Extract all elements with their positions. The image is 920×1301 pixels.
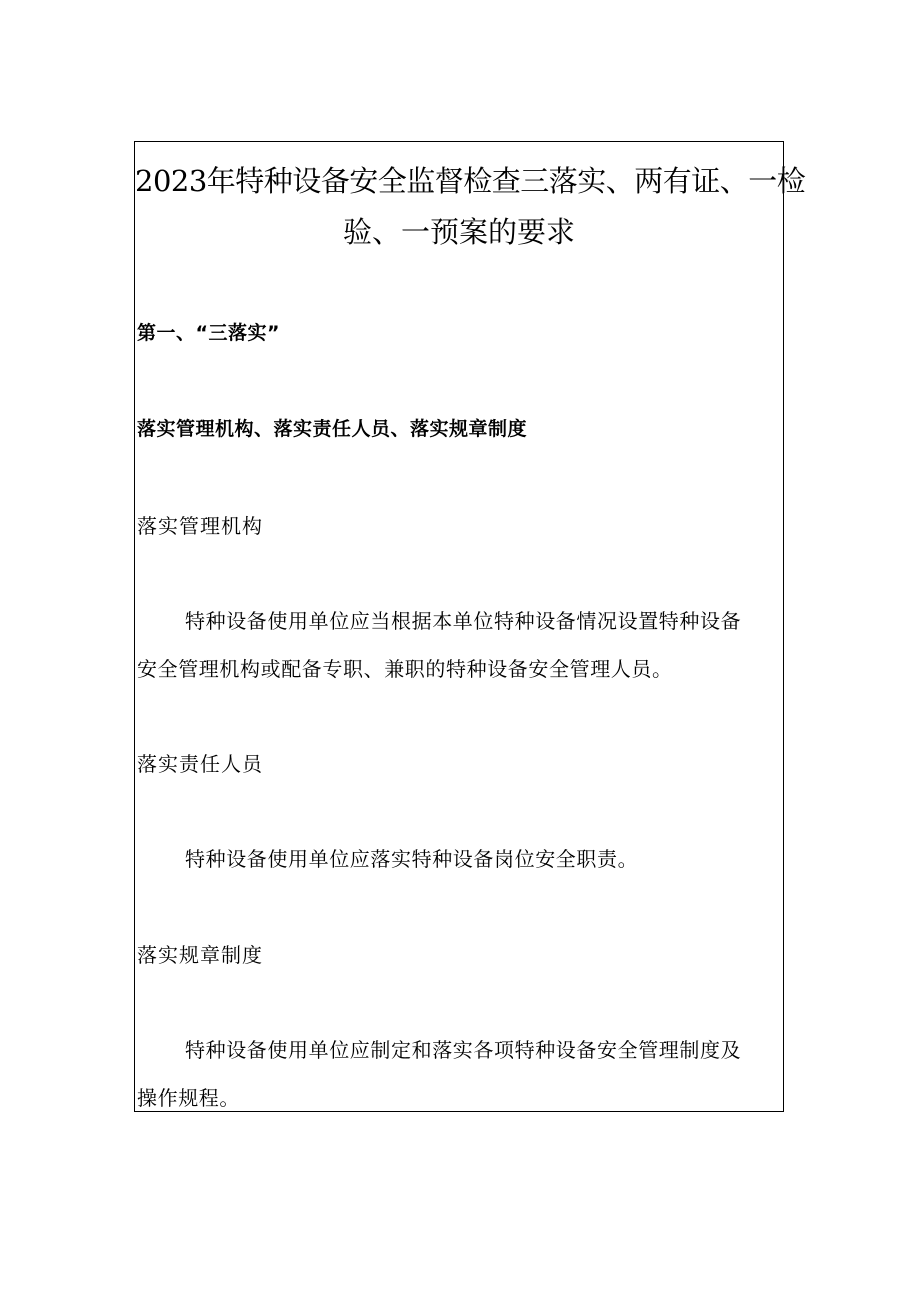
item-heading-organization: 落实管理机构: [137, 514, 263, 538]
item-text-organization-line-1: 特种设备使用单位应当根据本单位特种设备情况设置特种设备: [185, 609, 742, 633]
item-heading-personnel: 落实责任人员: [137, 752, 263, 776]
item-text-organization-line-2: 安全管理机构或配备专职、兼职的特种设备安全管理人员。: [137, 657, 673, 681]
document-title: [135, 156, 806, 258]
title-line-1: 2023年特种设备安全监督检查三落实、两有证、一检: [135, 164, 806, 198]
title-line-2: 验、一预案的要求: [342, 215, 575, 249]
item-heading-regulations: 落实规章制度: [137, 943, 263, 967]
document-frame: [134, 141, 806, 1112]
item-text-regulations-line-2: 操作规程。: [137, 1086, 240, 1110]
item-text-personnel-line-1: 特种设备使用单位应落实特种设备岗位安全职责。: [185, 847, 639, 871]
section-heading: 第一、“三落实”: [137, 322, 280, 344]
section-summary: 落实管理机构、落实责任人员、落实规章制度: [137, 418, 528, 440]
item-text-regulations-line-1: 特种设备使用单位应制定和落实各项特种设备安全管理制度及: [185, 1038, 742, 1062]
